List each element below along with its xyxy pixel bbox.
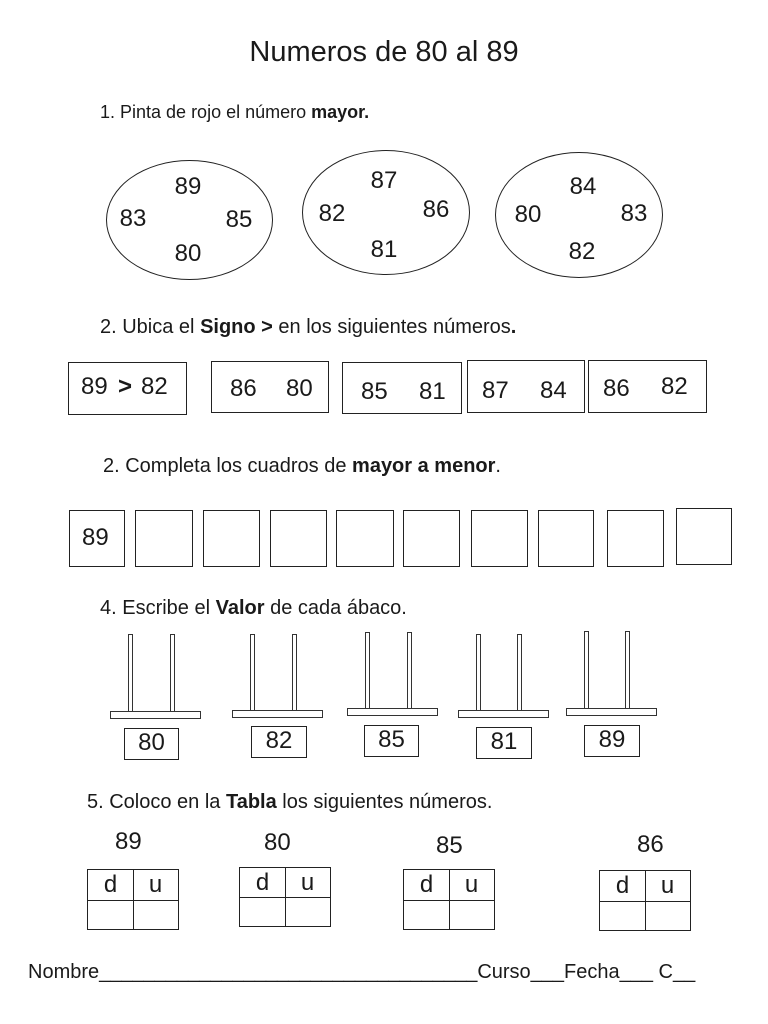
place-value-table bbox=[87, 869, 179, 930]
abacus-value-box[interactable]: 85 bbox=[364, 725, 419, 757]
question-1: 1. Pinta de rojo el número mayor. bbox=[100, 102, 370, 122]
abacus bbox=[347, 632, 439, 758]
units-header: u bbox=[660, 872, 675, 899]
place-value-table bbox=[403, 869, 495, 930]
compare-number: 82 bbox=[661, 373, 688, 400]
abacus-base bbox=[566, 708, 657, 716]
student-info-line[interactable]: Nombre__________________________________Curso___Fecha___ C__ bbox=[28, 961, 696, 983]
compare-number: 80 bbox=[286, 375, 313, 402]
compare-number: 81 bbox=[419, 378, 446, 405]
compare-box bbox=[467, 360, 585, 413]
oval-number: 85 bbox=[225, 206, 253, 233]
order-box[interactable] bbox=[471, 510, 528, 567]
order-box[interactable] bbox=[270, 510, 327, 567]
table-number: 80 bbox=[264, 829, 291, 856]
abacus bbox=[110, 634, 202, 760]
compare-number: 85 bbox=[361, 378, 388, 405]
oval-number: 80 bbox=[174, 240, 202, 267]
abacus-base bbox=[458, 710, 549, 718]
table-number: 86 bbox=[637, 831, 664, 858]
units-header: u bbox=[148, 871, 163, 898]
page-title: Numeros de 80 al 89 bbox=[249, 36, 519, 68]
greater-than-sign: > bbox=[118, 373, 133, 400]
abacus bbox=[232, 634, 324, 760]
abacus bbox=[566, 631, 658, 757]
compare-number: 87 bbox=[482, 377, 509, 404]
tens-header: d bbox=[419, 871, 434, 898]
number-oval-1 bbox=[106, 160, 273, 280]
number-oval-3 bbox=[495, 152, 663, 278]
compare-number: 82 bbox=[141, 373, 168, 400]
abacus-rod bbox=[476, 634, 481, 710]
units-header: u bbox=[464, 871, 479, 898]
order-box[interactable] bbox=[203, 510, 260, 567]
compare-number: 89 bbox=[81, 373, 108, 400]
number-oval-2 bbox=[302, 150, 470, 275]
compare-number: 86 bbox=[603, 375, 630, 402]
question-4: 4. Escribe el Valor de cada ábaco. bbox=[100, 597, 407, 619]
compare-number: 84 bbox=[540, 377, 567, 404]
abacus-rod bbox=[584, 631, 589, 709]
compare-box bbox=[211, 361, 329, 413]
compare-box bbox=[68, 362, 187, 415]
abacus-rod bbox=[170, 634, 175, 711]
question-3: 2. Completa los cuadros de mayor a menor. bbox=[103, 455, 501, 477]
abacus-rod bbox=[128, 634, 133, 711]
place-value-table bbox=[599, 870, 691, 931]
abacus-rod bbox=[625, 631, 630, 709]
abacus-rod bbox=[407, 632, 412, 708]
table-number: 85 bbox=[436, 832, 463, 859]
oval-number: 81 bbox=[370, 236, 398, 263]
oval-number: 84 bbox=[569, 173, 597, 200]
order-box[interactable]: 89 bbox=[69, 510, 125, 567]
order-box[interactable] bbox=[607, 510, 664, 567]
abacus-value-box[interactable]: 80 bbox=[124, 728, 179, 760]
oval-number: 82 bbox=[568, 238, 596, 265]
oval-number: 89 bbox=[174, 173, 202, 200]
oval-number: 83 bbox=[119, 205, 147, 232]
abacus-value-box[interactable]: 89 bbox=[584, 725, 640, 757]
oval-number: 86 bbox=[422, 196, 450, 223]
abacus-base bbox=[347, 708, 438, 716]
order-box[interactable] bbox=[135, 510, 193, 567]
abacus-value-box[interactable]: 82 bbox=[251, 726, 307, 758]
tens-header: d bbox=[103, 871, 118, 898]
order-box[interactable] bbox=[538, 510, 594, 567]
question-5: 5. Coloco en la Tabla los siguientes números. bbox=[87, 791, 493, 813]
order-box[interactable] bbox=[403, 510, 460, 567]
order-box[interactable] bbox=[676, 508, 732, 565]
compare-number: 86 bbox=[230, 375, 257, 402]
compare-box bbox=[342, 362, 462, 414]
order-box[interactable] bbox=[336, 510, 394, 567]
place-value-table bbox=[239, 867, 331, 927]
compare-box bbox=[588, 360, 707, 413]
oval-number: 83 bbox=[620, 200, 648, 227]
abacus-rod bbox=[250, 634, 255, 710]
question-2: 2. Ubica el Signo > en los siguientes números. bbox=[100, 316, 517, 338]
units-header: u bbox=[300, 869, 315, 896]
oval-number: 80 bbox=[514, 201, 542, 228]
tens-header: d bbox=[615, 872, 630, 899]
abacus bbox=[458, 634, 550, 760]
abacus-rod bbox=[365, 632, 370, 708]
abacus-base bbox=[232, 710, 323, 718]
abacus-value-box[interactable]: 81 bbox=[476, 727, 532, 759]
oval-number: 82 bbox=[318, 200, 346, 227]
abacus-base bbox=[110, 711, 201, 719]
abacus-rod bbox=[517, 634, 522, 710]
abacus-rod bbox=[292, 634, 297, 710]
tens-header: d bbox=[255, 869, 270, 896]
oval-number: 87 bbox=[370, 167, 398, 194]
table-number: 89 bbox=[115, 828, 142, 855]
